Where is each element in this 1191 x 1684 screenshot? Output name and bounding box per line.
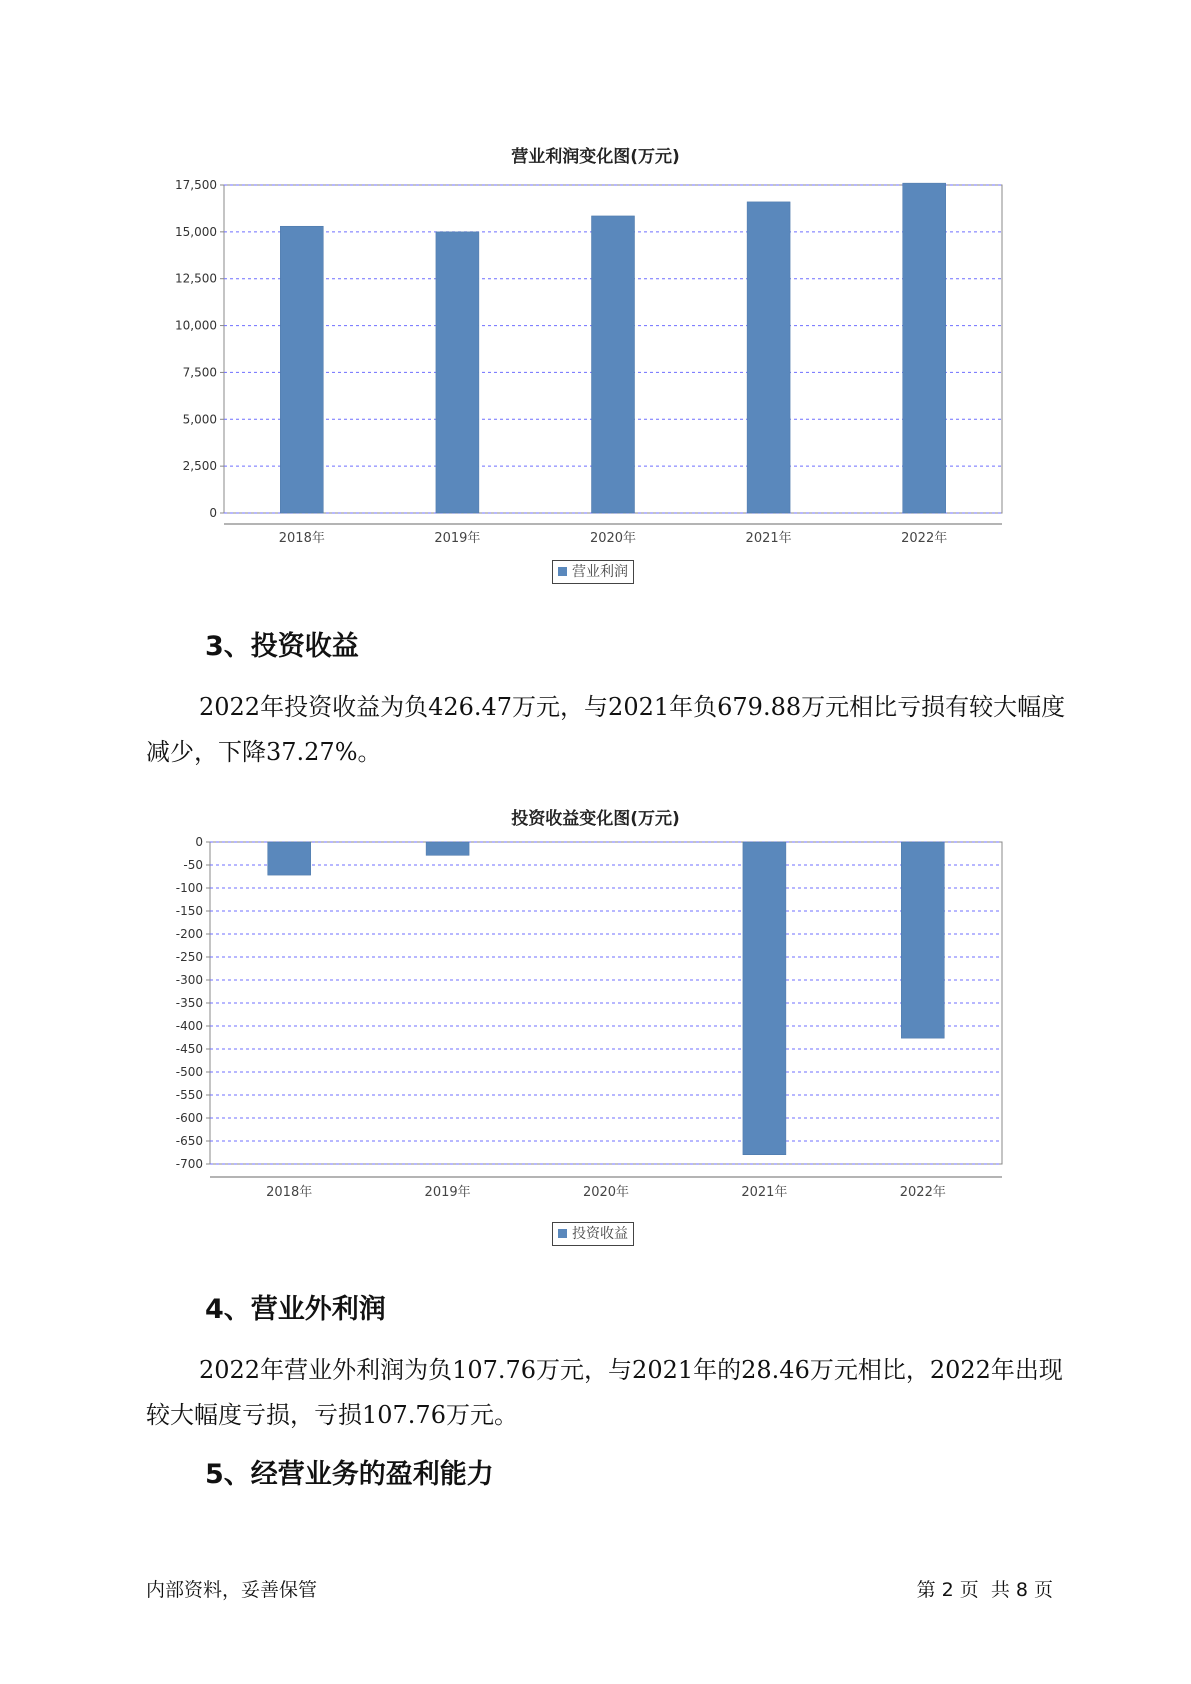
chart2-x-tick-label: 2021年 — [741, 1185, 788, 1200]
chart1-y-tick-label: 10,000 — [175, 318, 217, 333]
chart2-bar-2022年 — [901, 842, 944, 1038]
chart1-y-tick-label: 2,500 — [182, 459, 217, 474]
chart1-y-tick-label: 15,000 — [175, 224, 217, 239]
chart2-y-tick-label: -450 — [175, 1042, 203, 1056]
chart1-x-tick-label: 2020年 — [589, 531, 637, 546]
chart2-y-tick-label: -350 — [175, 996, 203, 1010]
chart1-legend-label: 营业利润 — [572, 564, 628, 580]
chart2-y-tick-label: -550 — [175, 1088, 203, 1102]
chart2-x-tick-label: 2022年 — [899, 1185, 946, 1200]
chart2-x-tick-label: 2020年 — [582, 1185, 630, 1200]
chart2-bar-2021年 — [743, 842, 786, 1155]
chart2-title: 投资收益变化图(万元) — [511, 809, 680, 829]
chart1-y-tick-label: 7,500 — [182, 365, 217, 380]
chart2-x-tick-label: 2019年 — [424, 1185, 471, 1200]
legend-swatch-icon — [558, 1229, 567, 1238]
chart2-bar-2019年 — [426, 842, 469, 855]
section5-heading: 5、经营业务的盈利能力 — [205, 1459, 494, 1490]
chart1-y-tick-label: 12,500 — [175, 271, 217, 286]
section3-paragraph: 2022年投资收益为负426.47万元，与2021年负679.88万元相比亏损有较大幅度减少，下降37.27%。 — [146, 693, 1066, 766]
chart1-y-tick-label: 0 — [209, 506, 217, 520]
section4-paragraph: 2022年营业外利润为负107.76万元，与2021年的28.46万元相比，2022年出现较大幅度亏损，亏损107.76万元。 — [146, 1356, 1063, 1429]
chart2-legend-label: 投资收益 — [572, 1226, 628, 1242]
section4-heading: 4、营业外利润 — [205, 1294, 386, 1325]
chart2-y-tick-label: -200 — [175, 927, 203, 941]
chart2-y-tick-label: -100 — [175, 881, 203, 895]
chart1-y-tick-label: 17,500 — [175, 178, 217, 192]
chart2-y-tick-label: -500 — [175, 1065, 203, 1079]
chart1-x-tick-label: 2022年 — [901, 531, 948, 546]
chart2-bar-2018年 — [268, 842, 311, 875]
section3-heading: 3、投资收益 — [205, 631, 359, 662]
chart2-y-tick-label: -400 — [175, 1019, 203, 1033]
footer-page-number: 第 2 页 共 8 页 — [916, 1579, 1053, 1601]
chart2-y-tick-label: -300 — [175, 973, 203, 987]
chart2-y-tick-label: -250 — [175, 950, 203, 964]
chart2-y-tick-label: -700 — [175, 1157, 203, 1171]
chart1-x-tick-label: 2021年 — [745, 531, 792, 546]
chart2-legend — [552, 1222, 634, 1246]
chart2-x-tick-label: 2018年 — [266, 1185, 313, 1200]
chart2-y-tick-label: -150 — [175, 904, 203, 918]
chart1-x-tick-label: 2018年 — [278, 531, 325, 546]
footer-confidential: 内部资料，妥善保管 — [146, 1579, 318, 1601]
chart2-y-tick-label: -50 — [183, 858, 203, 872]
chart1-title: 营业利润变化图(万元) — [511, 147, 680, 167]
chart1-y-tick-label: 5,000 — [182, 412, 217, 427]
chart2-y-tick-label: -650 — [175, 1134, 203, 1148]
chart1-x-tick-label: 2019年 — [434, 531, 481, 546]
chart2-y-tick-label: -600 — [175, 1111, 203, 1125]
chart2-y-tick-label: 0 — [195, 835, 203, 849]
